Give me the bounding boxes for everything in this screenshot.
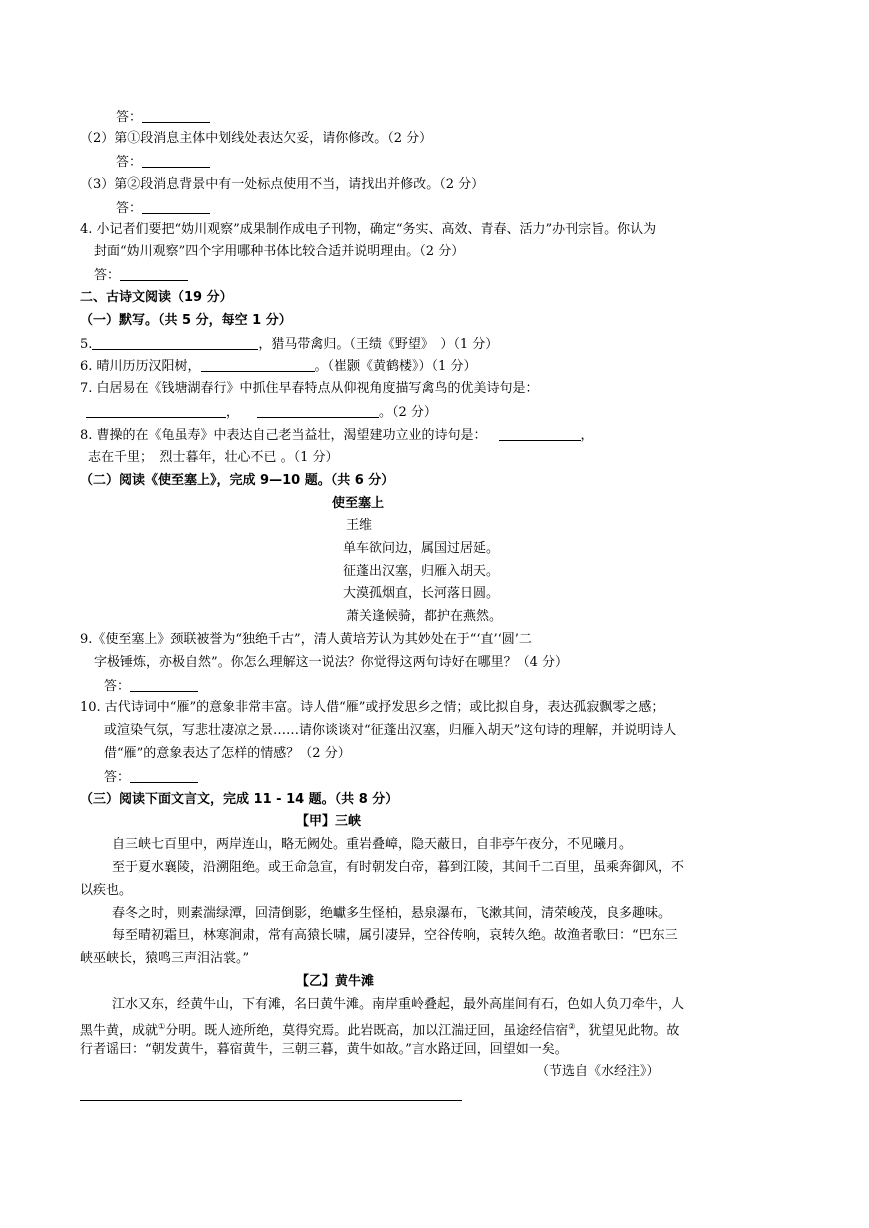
answer-blank[interactable] — [142, 153, 210, 168]
answer-blank[interactable] — [130, 677, 198, 692]
answer-blank[interactable] — [142, 108, 210, 123]
answer-blank[interactable] — [257, 403, 379, 418]
answer-text: 答： — [104, 770, 131, 785]
answer-blank[interactable] — [86, 403, 226, 418]
answer-label — [94, 266, 188, 285]
question-9-cont: 字极锤炼，亦极自然”。你怎么理解这一说法？你觉得这两句诗好在哪里？（4 分） — [94, 655, 569, 670]
question-4: 4. 小记者们要把“妫川观察”成果制作成电子刊物，确定“务实、高效、青春、活力”办刊宗旨。你认为 — [80, 222, 657, 237]
question-4-cont: 封面“妫川观察”四个字用哪种书体比较合适并说明理由。（2 分） — [94, 244, 465, 259]
passage-a-para: 每至晴初霜旦，林寒涧肃，常有高猿长啸，属引凄异，空谷传响，哀转久绝。故渔者歌曰：“巴东三 — [112, 928, 678, 943]
question-7-blanks — [86, 403, 437, 422]
text-segment: ，犹望见此物。故 — [575, 1023, 680, 1039]
question-6 — [80, 357, 476, 376]
subsection-poem-reading: （二）阅读《使至塞上》，完成 9—10 题。（共 6 分） — [80, 473, 395, 488]
question-5-number: 5. — [80, 337, 93, 352]
score-text: 。（2 分） — [379, 405, 437, 420]
answer-text: 答： — [116, 155, 143, 170]
answer-blank[interactable] — [120, 266, 188, 281]
footnote-divider — [80, 1100, 462, 1101]
question-8 — [80, 426, 594, 445]
comma-text: ， — [226, 405, 240, 420]
question-7: 7. 白居易在《钱塘湖春行》中抓住早春特点从仰视角度描写禽鸟的优美诗句是： — [80, 381, 539, 396]
question-10-cont: 或渲染气氛，写悲壮凄凉之景……请你谈谈对“征蓬出汉塞，归雁入胡天”这句诗的理解，并说明诗人 — [104, 723, 677, 738]
passage-a-para: 至于夏水襄陵，沿溯阻绝。或王命急宣，有时朝发白帝，暮到江陵，其间千二百里，虽乘奔御风，不 — [112, 860, 685, 875]
question-5-text: ，猎马带禽归。（王绩《野望》 ）（1 分） — [258, 337, 499, 352]
poem-line: 单车欲问边，属国过居延。 — [343, 541, 500, 556]
question-5 — [80, 335, 498, 354]
question-8-text: 8. 曹操的在《龟虽寿》中表达自己老当益壮，渴望建功立业的诗句是： — [80, 428, 487, 443]
footnote-marker: ① — [158, 1022, 166, 1031]
answer-blank[interactable] — [92, 335, 258, 350]
comma-text: ， — [580, 428, 594, 443]
answer-blank[interactable] — [201, 357, 315, 372]
passage-a-para-cont: 峡巫峡长，猿鸣三声泪沾裳。” — [80, 951, 250, 966]
poem-line: 大漠孤烟直，长河落日圆。 — [343, 586, 500, 601]
subsection-classical-reading: （三）阅读下面文言文，完成 11 - 14 题。（共 8 分） — [80, 792, 399, 807]
footnote-marker: ② — [568, 1022, 576, 1031]
poem-line: 征蓬出汉塞，归雁入胡天。 — [343, 564, 500, 579]
answer-label — [104, 677, 198, 696]
passage-b-para-cont: 行者谣曰：“朝发黄牛，暮宿黄牛，三朝三暮，黄牛如故。”言水路迂回，回望如一矣。 — [80, 1042, 568, 1057]
question-6-source: 。（崔颢《黄鹤楼》）（1 分） — [314, 359, 477, 374]
answer-text: 答： — [94, 268, 121, 283]
question-3-3: （3）第②段消息背景中有一处标点使用不当，请找出并修改。（2 分） — [80, 177, 485, 192]
section-heading-2: 二、古诗文阅读（19 分） — [80, 290, 233, 305]
answer-text: 答： — [116, 201, 143, 216]
poem-line: 萧关逢候骑，都护在燕然。 — [346, 609, 503, 624]
passage-b-title: 【乙】黄牛滩 — [296, 974, 375, 989]
question-10-cont: 借“雁”的意象表达了怎样的情感？（2 分） — [104, 746, 351, 761]
answer-blank[interactable] — [142, 199, 210, 214]
passage-a-title: 【甲】三峡 — [296, 814, 362, 829]
answer-label — [116, 108, 210, 127]
poem-author: 王维 — [346, 518, 373, 533]
passage-b-para: 江水又东，经黄牛山，下有滩，名曰黄牛滩。南岸重岭叠起，最外高崖间有石，色如人负刀牵牛，人 — [112, 997, 685, 1012]
answer-label — [116, 153, 210, 172]
answer-text: 答： — [104, 679, 131, 694]
question-3-2: （2）第①段消息主体中划线处表达欠妥，请你修改。（2 分） — [80, 131, 433, 146]
question-9: 9.《使至塞上》颈联被誉为“独绝千古”，清人黄培芳认为其妙处在于“‘直’‘圆’二 — [80, 632, 532, 647]
passage-source: （节选自《水经注》） — [536, 1064, 660, 1079]
answer-label — [116, 199, 210, 218]
question-10: 10. 古代诗词中“雁”的意象非常丰富。诗人借“雁”或抒发思乡之情；或比拟自身，表达孤寂飘零之感； — [80, 700, 665, 715]
question-8-cont: 志在千里； 烈士暮年，壮心不已 。（1 分） — [88, 450, 339, 465]
subsection-dictation: （一）默写。（共 5 分，每空 1 分） — [80, 313, 292, 328]
answer-text: 答： — [116, 110, 143, 125]
passage-a-para-cont: 以疾也。 — [80, 883, 133, 898]
text-segment: 分明。既人迹所绝，莫得究焉。此岩既高，加以江湍迂回，虽途经信宿 — [165, 1023, 569, 1039]
answer-label — [104, 768, 198, 787]
poem-title: 使至塞上 — [332, 496, 385, 511]
passage-b-para-cont — [80, 1018, 679, 1040]
answer-blank[interactable] — [499, 426, 581, 441]
passage-a-para: 春冬之时，则素湍绿潭，回清倒影，绝巘多生怪柏，悬泉瀑布，飞漱其间，清荣峻茂，良多趣味。 — [112, 906, 672, 921]
text-segment: 黑牛黄，成就 — [80, 1023, 159, 1039]
answer-blank[interactable] — [130, 768, 198, 783]
question-6-text: 6. 晴川历历汉阳树， — [80, 359, 201, 374]
passage-a-para: 自三峡七百里中，两岸连山，略无阙处。重岩叠嶂，隐天蔽日，自非亭午夜分，不见曦月。 — [112, 837, 633, 852]
